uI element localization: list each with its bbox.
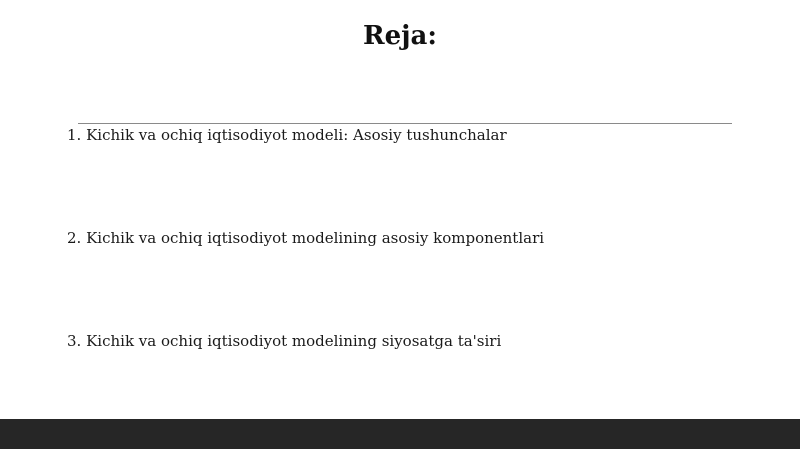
slide-title: Reja: [362,21,437,51]
viewer-bottom-bar [0,419,800,449]
plan-item-1: 1. Kichik va ochiq iqtisodiyot modeli: Asosiy tushunchalar [67,126,507,144]
plan-item-2: 2. Kichik va ochiq iqtisodiyot modelining asosiy komponentlari [67,229,545,247]
divider-line [78,123,732,124]
plan-item-3: 3. Kichik va ochiq iqtisodiyot modelining siyosatga ta'siri [67,332,502,350]
